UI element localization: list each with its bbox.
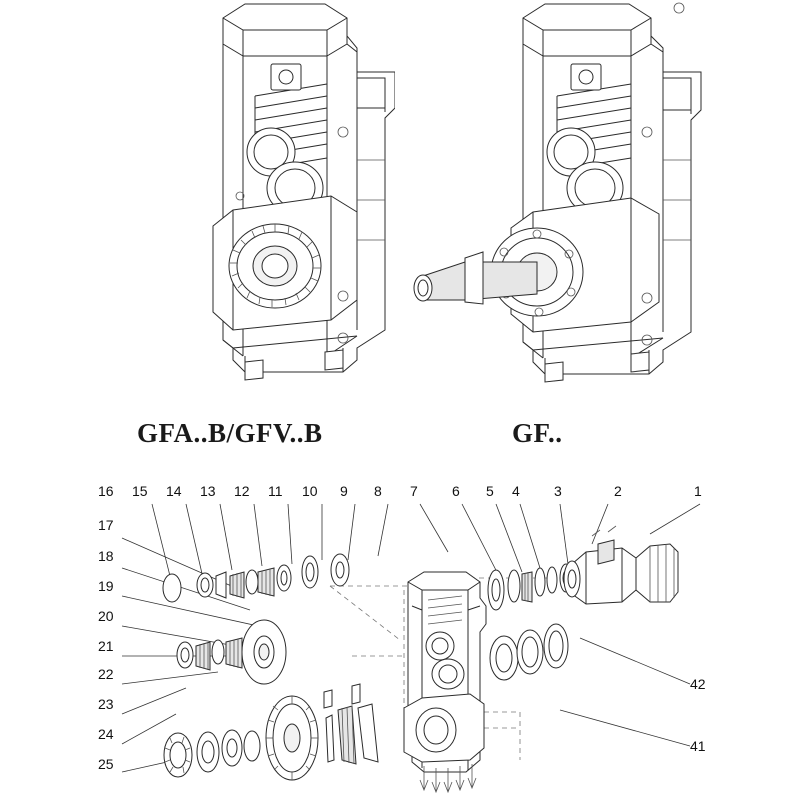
callout-2: 2: [614, 483, 622, 499]
caption-left: GFA..B/GFV..B: [137, 418, 323, 448]
callout-14: 14: [166, 483, 182, 499]
callout-7: 7: [410, 483, 418, 499]
gear-unit-right-drawing: [405, 0, 725, 400]
callout-8: 8: [374, 483, 382, 499]
callout-17: 17: [98, 517, 114, 533]
gear-unit-left-drawing: [95, 0, 395, 400]
callout-19: 19: [98, 578, 114, 594]
callout-18: 18: [98, 548, 114, 564]
callout-20: 20: [98, 608, 114, 624]
callout-13: 13: [200, 483, 216, 499]
callout-16: 16: [98, 483, 114, 499]
callout-42: 42: [690, 676, 706, 692]
callout-4: 4: [512, 483, 520, 499]
callout-1: 1: [694, 483, 702, 499]
callout-3: 3: [554, 483, 562, 499]
exploded-view-drawing: [0, 460, 800, 800]
callout-41: 41: [690, 738, 706, 754]
caption-right: GF..: [512, 418, 563, 448]
callout-22: 22: [98, 666, 114, 682]
callout-10: 10: [302, 483, 318, 499]
callout-25: 25: [98, 756, 114, 772]
callout-21: 21: [98, 638, 114, 654]
callout-6: 6: [452, 483, 460, 499]
callout-12: 12: [234, 483, 250, 499]
callout-11: 11: [268, 483, 283, 499]
callout-5: 5: [486, 483, 494, 499]
callout-23: 23: [98, 696, 114, 712]
callout-15: 15: [132, 483, 148, 499]
callout-9: 9: [340, 483, 348, 499]
exploded-view: [0, 460, 800, 800]
callout-24: 24: [98, 726, 114, 742]
